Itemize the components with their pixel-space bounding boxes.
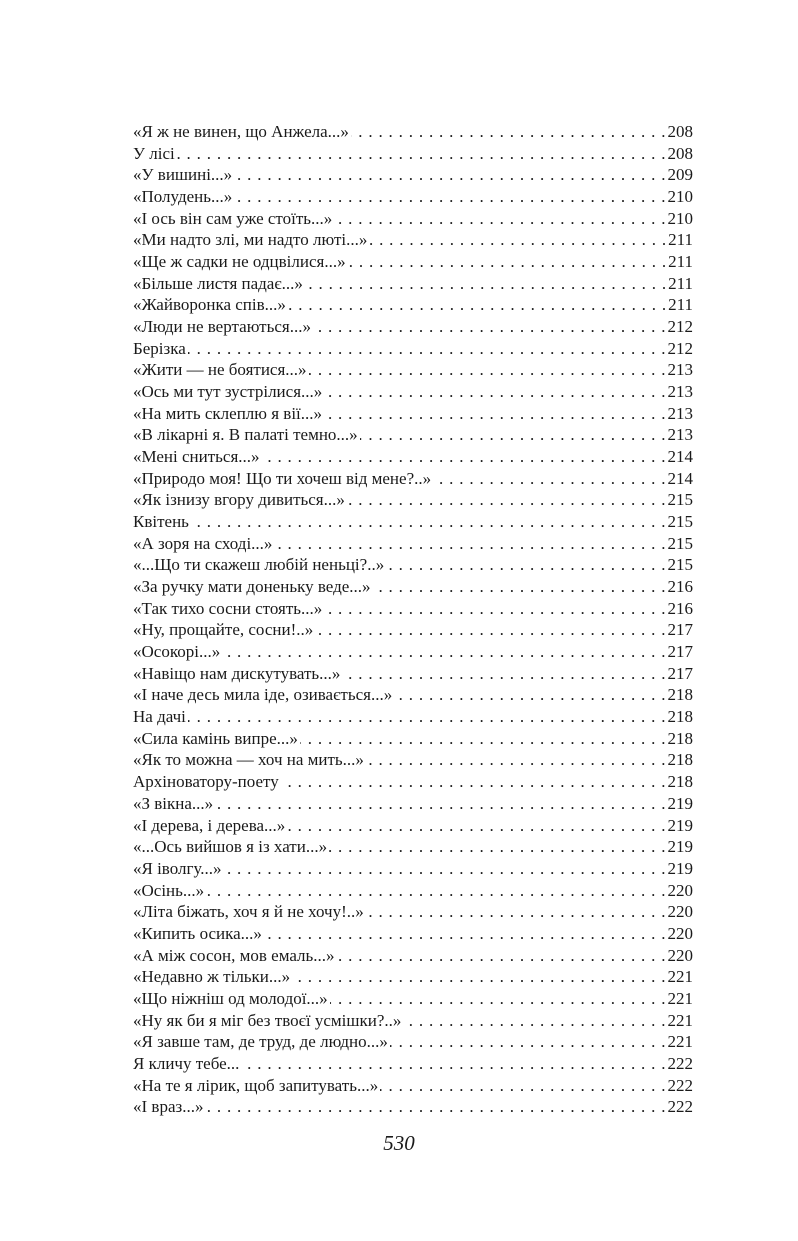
toc-entry-title: «Як то можна — хоч на мить...»: [133, 750, 364, 770]
toc-entry-page: 221: [667, 988, 693, 1008]
toc-entry-page: 215: [667, 555, 693, 575]
toc-entry-page: 216: [667, 577, 693, 597]
dot-leader: [313, 316, 666, 338]
dot-leader: [281, 771, 666, 793]
dot-leader: [386, 554, 665, 576]
toc-entry-title: «Ще ж садки не одцвілися...»: [133, 252, 346, 272]
toc-entry-title: На дачі: [133, 707, 186, 727]
dot-leader: [380, 1075, 665, 1097]
toc-entry-title: «За ручку мати доненьку веде...»: [133, 577, 371, 597]
dot-leader: [305, 273, 666, 295]
dot-leader: [342, 663, 665, 685]
toc-entry-page: 213: [667, 403, 693, 423]
toc-entry: [133, 1053, 693, 1075]
dot-leader: [309, 359, 666, 381]
toc-entry-page: 219: [667, 837, 693, 857]
toc-entry-page: 215: [667, 512, 693, 532]
toc-entry-title: «І наче десь мила іде, озивається...»: [133, 685, 393, 705]
dot-leader: [351, 121, 666, 143]
toc-entry: [133, 1096, 693, 1118]
toc-entry-title: «Природо моя! Що ти хочеш від мене?..»: [133, 468, 432, 488]
dot-leader: [188, 706, 666, 728]
dot-leader: [369, 229, 666, 251]
toc-entry-page: 208: [667, 143, 693, 163]
toc-entry-page: 217: [667, 663, 693, 683]
toc-entry-page: 217: [667, 620, 693, 640]
toc-entry: [133, 446, 693, 468]
dot-leader: [215, 793, 665, 815]
toc-entry: [133, 771, 693, 793]
toc-entry: [133, 858, 693, 880]
dot-leader: [366, 901, 666, 923]
dot-leader: [262, 446, 666, 468]
toc-entry-page: 221: [667, 967, 693, 987]
toc-entry-title: «Жити — не боятися...»: [133, 360, 307, 380]
toc-entry: [133, 923, 693, 945]
toc-entry-title: «Більше листя падає...»: [133, 273, 303, 293]
toc-entry-page: 219: [667, 793, 693, 813]
toc-entry-page: 218: [667, 728, 693, 748]
toc-entry-title: Я кличу тебе...: [133, 1053, 240, 1073]
toc-entry-title: «А між сосон, мов емаль...»: [133, 945, 335, 965]
toc-entry-page: 219: [667, 858, 693, 878]
dot-leader: [188, 338, 666, 360]
toc-entry-title: «...Що ти скажеш любій неньці?..»: [133, 555, 385, 575]
toc-entry: [133, 294, 693, 316]
toc-entry-title: Архіноватору-поету: [133, 772, 279, 792]
toc-entry-title: «У вишині...»: [133, 165, 233, 185]
toc-entry-page: 214: [667, 447, 693, 467]
toc-entry-title: «...Ось вийшов я із хати...»: [133, 837, 328, 857]
toc-entry: [133, 489, 693, 511]
toc-entry-title: «І ось він сам уже стоїть...»: [133, 208, 333, 228]
toc-entry-page: 221: [667, 1010, 693, 1030]
toc-entry-page: 210: [667, 208, 693, 228]
toc-entry-title: «Люди не вертаються...»: [133, 317, 311, 337]
toc-entry-title: «Як ізнизу вгору дивиться...»: [133, 490, 345, 510]
toc-entry: [133, 143, 693, 165]
dot-leader: [288, 294, 666, 316]
toc-entry-page: 217: [667, 642, 693, 662]
toc-entry-page: 211: [668, 295, 693, 315]
toc-entry-page: 216: [667, 598, 693, 618]
dot-leader: [292, 966, 665, 988]
dot-leader: [300, 728, 666, 750]
toc-entry: [133, 381, 693, 403]
toc-entry: [133, 468, 693, 490]
toc-entry: [133, 945, 693, 967]
toc-entry: [133, 424, 693, 446]
toc-entry: [133, 988, 693, 1010]
toc-entry-page: 222: [667, 1075, 693, 1095]
toc-entry-page: 208: [667, 122, 693, 141]
dot-leader: [394, 684, 665, 706]
toc-entry: [133, 706, 693, 728]
toc-entry: [133, 316, 693, 338]
toc-entry-page: 211: [668, 252, 693, 272]
toc-entry: [133, 749, 693, 771]
toc-entry-title: «Ось ми тут зустрілися...»: [133, 382, 323, 402]
toc-entry: [133, 121, 693, 143]
toc-entry-title: У лісі: [133, 143, 175, 163]
dot-leader: [274, 533, 665, 555]
dot-leader: [205, 1096, 665, 1118]
dot-leader: [191, 511, 666, 533]
toc-entry-title: «Недавно ж тільки...»: [133, 967, 291, 987]
toc-entry: [133, 880, 693, 902]
toc-entry-page: 215: [667, 533, 693, 553]
toc-entry-title: «Осінь...»: [133, 880, 205, 900]
toc-entry-title: «Я ж не винен, що Анжела...»: [133, 122, 349, 141]
toc-entry-title: «Полудень...»: [133, 187, 233, 207]
toc-entry-page: 213: [667, 425, 693, 445]
dot-leader: [264, 923, 666, 945]
dot-leader: [390, 1031, 666, 1053]
toc-entry-page: 215: [667, 490, 693, 510]
toc-entry-title: «Осокорі...»: [133, 642, 221, 662]
dot-leader: [234, 186, 665, 208]
toc-entry-title: «З вікна...»: [133, 793, 214, 813]
dot-leader: [287, 815, 665, 837]
toc-entry: [133, 1010, 693, 1032]
toc-entry-page: 213: [667, 360, 693, 380]
toc-entry: [133, 533, 693, 555]
toc-entry-page: 212: [667, 317, 693, 337]
dot-leader: [403, 1010, 665, 1032]
toc-entry-page: 219: [667, 815, 693, 835]
toc-entry: [133, 273, 693, 295]
toc-entry-page: 218: [667, 750, 693, 770]
toc-entry-page: 221: [667, 1032, 693, 1052]
toc-entry-page: 222: [667, 1097, 693, 1117]
dot-leader: [329, 836, 665, 858]
dot-leader: [334, 208, 665, 230]
dot-leader: [234, 164, 665, 186]
toc-entry-page: 220: [667, 945, 693, 965]
dot-leader: [324, 403, 665, 425]
toc-entry-title: «І враз...»: [133, 1097, 204, 1117]
dot-leader: [337, 945, 666, 967]
toc-entry-title: «Навіщо нам дискутувать...»: [133, 663, 341, 683]
toc-entry: [133, 598, 693, 620]
toc-entry: [133, 338, 693, 360]
toc-entry-title: «Мені сниться...»: [133, 447, 260, 467]
toc-entry-page: 222: [667, 1053, 693, 1073]
dot-leader: [360, 424, 666, 446]
dot-leader: [224, 858, 666, 880]
dot-leader: [324, 381, 665, 403]
toc-entry-title: «Сила камінь випре...»: [133, 728, 298, 748]
toc-entry: [133, 208, 693, 230]
toc-entry-page: 220: [667, 880, 693, 900]
dot-leader: [222, 641, 665, 663]
dot-leader: [373, 576, 666, 598]
toc-entry: [133, 793, 693, 815]
toc-entry-title: Квітень: [133, 512, 189, 532]
toc-entry-title: «А зоря на сході...»: [133, 533, 273, 553]
toc-entry: [133, 164, 693, 186]
toc-entry-page: 210: [667, 187, 693, 207]
toc-entry-title: «На те я лірик, щоб запитувать...»: [133, 1075, 379, 1095]
toc-entry: [133, 619, 693, 641]
toc-entry: [133, 836, 693, 858]
dot-leader: [324, 598, 665, 620]
toc-entry-page: 220: [667, 923, 693, 943]
page-number: 530: [383, 1131, 415, 1155]
toc-entry-page: 213: [667, 382, 693, 402]
toc-entry-page: 211: [668, 273, 693, 293]
toc-entry: [133, 815, 693, 837]
toc-entry-title: «Кипить осика...»: [133, 923, 262, 943]
toc-entry: [133, 641, 693, 663]
toc-entry: [133, 966, 693, 988]
toc-entry-page: 212: [667, 338, 693, 358]
toc-entry-title: «Літа біжать, хоч я й не хочу!..»: [133, 902, 364, 922]
toc-entry-title: «Я завше там, де труд, де людно...»: [133, 1032, 388, 1052]
toc-entry: [133, 186, 693, 208]
dot-leader: [366, 749, 666, 771]
toc-entry-title: Берізка: [133, 338, 186, 358]
toc-entry-title: «На мить склеплю я вії...»: [133, 403, 323, 423]
toc-entry-page: 214: [667, 468, 693, 488]
toc-entry-page: 218: [667, 772, 693, 792]
toc-entry: [133, 229, 693, 251]
toc-entry: [133, 663, 693, 685]
dot-leader: [433, 468, 665, 490]
dot-leader: [348, 251, 667, 273]
dot-leader: [315, 619, 665, 641]
toc-entry: [133, 403, 693, 425]
toc-entry: [133, 1075, 693, 1097]
toc-entry-page: 220: [667, 902, 693, 922]
toc-entry: [133, 554, 693, 576]
toc-entry-title: «Жайворонка спів...»: [133, 295, 286, 315]
dot-leader: [206, 880, 665, 902]
dot-leader: [177, 143, 666, 165]
toc-entry-title: «Так тихо сосни стоять...»: [133, 598, 323, 618]
toc-entry: [133, 728, 693, 750]
toc-entry-title: «Що ніжніш од молодої...»: [133, 988, 328, 1008]
toc-entry-title: «Ну як би я міг без твоєї усмішки?..»: [133, 1010, 402, 1030]
toc-entry: [133, 684, 693, 706]
table-of-contents: [133, 121, 693, 1118]
toc-entry-title: «Я іволгу...»: [133, 858, 222, 878]
toc-entry-page: 211: [668, 230, 693, 250]
toc-entry-title: «І дерева, і дерева...»: [133, 815, 286, 835]
toc-entry: [133, 576, 693, 598]
toc-entry: [133, 901, 693, 923]
toc-entry-title: «Ну, прощайте, сосни!..»: [133, 620, 314, 640]
toc-entry-page: 218: [667, 707, 693, 727]
toc-entry: [133, 511, 693, 533]
toc-entry-page: 218: [667, 685, 693, 705]
toc-entry-title: «Ми надто злі, ми надто люті...»: [133, 230, 368, 250]
dot-leader: [330, 988, 666, 1010]
dot-leader: [347, 489, 666, 511]
toc-entry: [133, 1031, 693, 1053]
toc-entry-title: «В лікарні я. В палаті темно...»: [133, 425, 358, 445]
toc-entry-page: 209: [667, 165, 693, 185]
toc-entry: [133, 251, 693, 273]
dot-leader: [241, 1053, 665, 1075]
toc-entry: [133, 359, 693, 381]
